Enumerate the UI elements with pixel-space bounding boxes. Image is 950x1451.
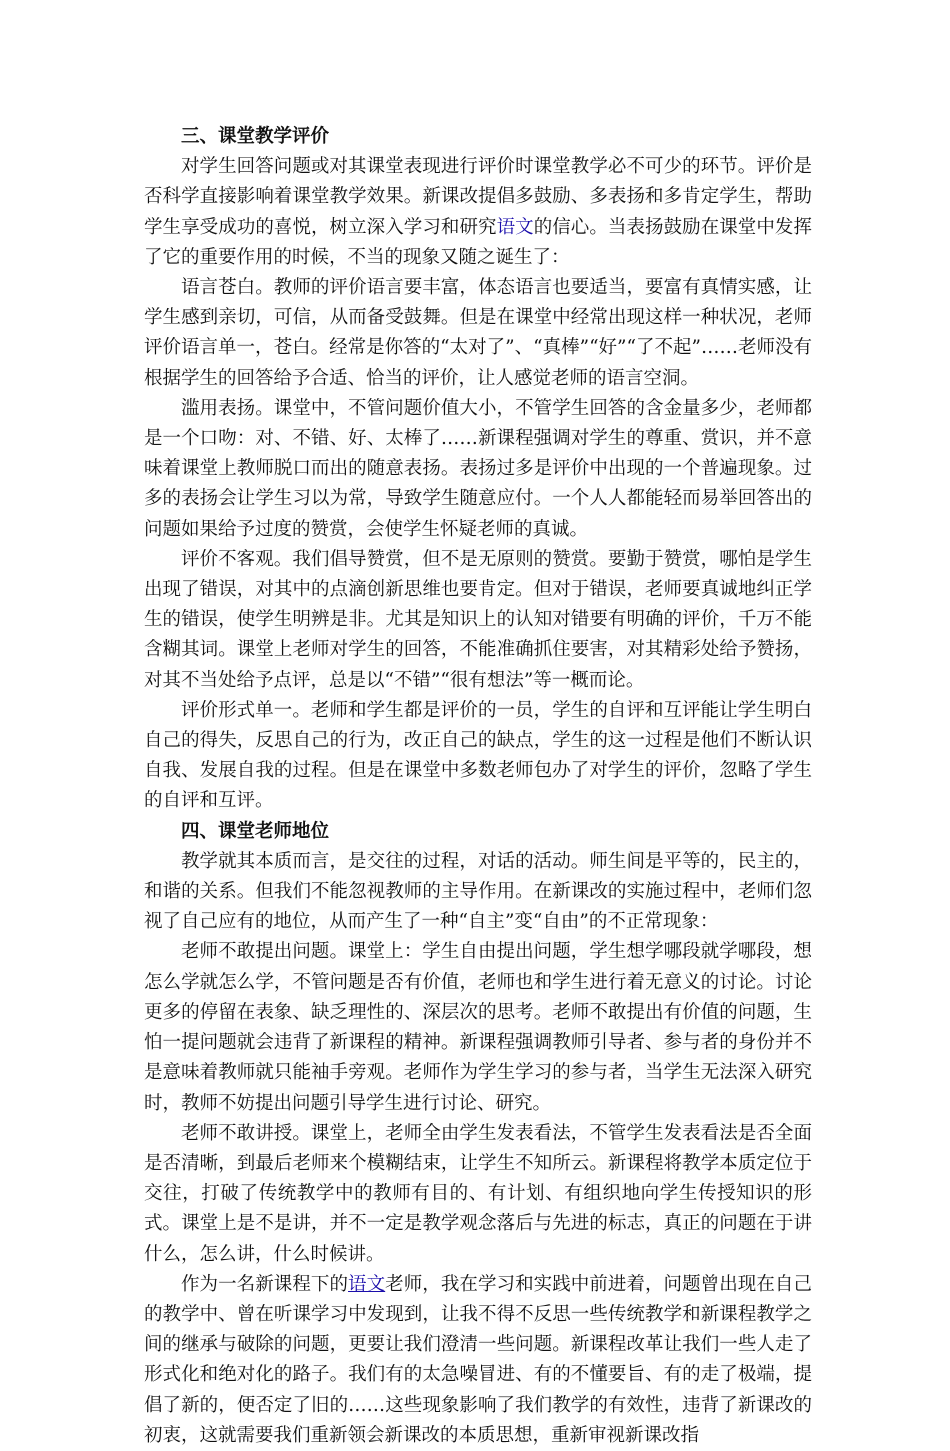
paragraph-text: 老师，我在学习和实践中前进着，问题曾出现在自己的教学中、曾在听课学习中发现到，让我不得不反思一些传统教学和新课程教学之间的继承与破除的问题，更要让我们澄清一些问题。新课程改革让我们一些人走了形式化和绝对化的路子。我们有的太急噪冒进、有的不懂要旨、有的走了极端，提倡了新的，便否定了旧的……这些现象影响了我们教学的有效性，违背了新课改的初衷，这就需要我们重新领会新课改的本质思想，重新审视新课改指 xyxy=(144,1273,812,1446)
document-page xyxy=(144,122,812,1451)
paragraph xyxy=(144,152,812,273)
paragraph-overpraise: 滥用表扬。课堂中，不管问题价值大小，不管学生回答的含金量多少，老师都是一个口吻：对、不错、好、太棒了……新课程强调对学生的尊重、赏识，并不意味着课堂上教师脱口而出的随意表扬。表扬过多是评价中出现的一个普遍现象。过多的表扬会让学生习以为常，导致学生随意应付。一个人人都能轻而易举回答出的问题如果给予过度的赞赏，会使学生怀疑老师的真诚。 xyxy=(144,397,812,540)
paragraph-text: 对学生回答问题或对其课堂表现进行评价时课堂教学必不可少的环节。评价是否科学直接影响着课堂教学效果。新课改提倡多鼓励、多表扬和多肯定学生，帮助学生享受成功的喜悦，树立深入学习和研究 xyxy=(144,156,812,238)
paragraph-single-form: 评价形式单一。老师和学生都是评价的一员，学生的自评和互评能让学生明白自己的得失，反思自己的行为，改正自己的缺点，学生的这一过程是他们不断认识自我、发展自我的过程。但是在课堂中多数老师包办了对学生的评价，忽略了学生的自评和互评。 xyxy=(144,699,812,812)
paragraph-no-lecturing: 老师不敢讲授。课堂上，老师全由学生发表看法，不管学生发表看法是否全面是否清晰，到最后老师来个模糊结束，让学生不知所云。新课程将教学本质定位于交往，打破了传统教学中的教师有目的、有计划、有组织地向学生传授知识的形式。课堂上是不是讲，并不一定是教学观念落后与先进的标志，真正的问题在于讲什么，怎么讲，什么时候讲。 xyxy=(144,1122,812,1265)
section-heading-teacher-role: 四、课堂老师地位 xyxy=(181,820,330,842)
paragraph-text: 的信心。当表扬鼓励在课堂中发挥了它的重要作用的时候，不当的现象又随之诞生了： xyxy=(144,216,812,268)
chinese-subject-link[interactable]: 语文 xyxy=(496,216,534,238)
chinese-subject-link[interactable]: 语文 xyxy=(348,1273,386,1295)
paragraph-text: 作为一名新课程下的 xyxy=(181,1273,349,1295)
paragraph-conclusion xyxy=(144,1270,812,1451)
paragraph-pale-language: 语言苍白。教师的评价语言要丰富，体态语言也要适当，要富有真情实感，让学生感到亲切，可信，从而备受鼓舞。但是在课堂中经常出现这样一种状况，老师评价语言单一，苍白。经常是你答的“太对了”、“真棒”“好”“了不起”……老师没有根据学生的回答给予合适、恰当的评价，让人感觉老师的语言空洞。 xyxy=(144,277,812,389)
section-heading-evaluation: 三、课堂教学评价 xyxy=(181,126,330,147)
paragraph-not-objective: 评价不客观。我们倡导赞赏，但不是无原则的赞赏。要勤于赞赏，哪怕是学生出现了错误，对其中的点滴创新思维也要肯定。但对于错误，老师要真诚地纠正学生的错误，使学生明辨是非。尤其是知识上的认知对错要有明确的评价，千万不能含糊其词。课堂上老师对学生的回答，不能准确抓住要害，对其精彩处给予赞扬，对其不当处给予点评，总是以“不错”“很有想法”等一概而论。 xyxy=(144,548,812,691)
paragraph-teaching-essence: 教学就其本质而言，是交往的过程，对话的活动。师生间是平等的，民主的，和谐的关系。但我们不能忽视教师的主导作用。在新课改的实施过程中，老师们忽视了自己应有的地位，从而产生了一种“自主”变“自由”的不正常现象： xyxy=(144,850,812,933)
paragraph-no-questions: 老师不敢提出问题。课堂上：学生自由提出问题，学生想学哪段就学哪段，想怎么学就怎么学，不管问题是否有价值，老师也和学生进行着无意义的讨论。讨论更多的停留在表象、缺乏理性的、深层次的思考。老师不敢提出有价值的问题，生怕一提问题就会违背了新课程的精神。新课程强调教师引导者、参与者的身份并不是意味着教师就只能袖手旁观。老师作为学生学习的参与者，当学生无法深入研究时，教师不妨提出问题引导学生进行讨论、研究。 xyxy=(144,941,812,1114)
